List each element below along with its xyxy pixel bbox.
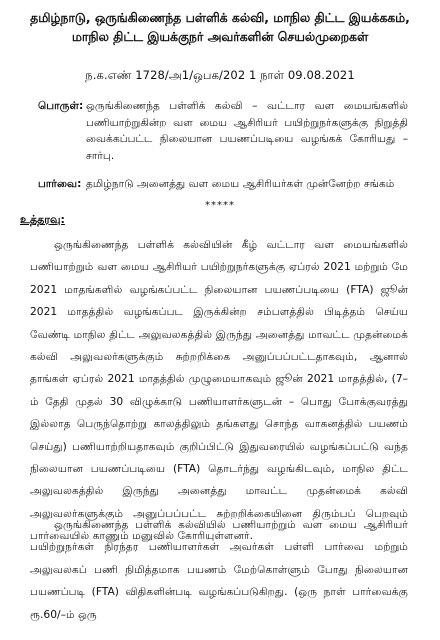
order-heading: உத்தரவு: (20, 213, 65, 226)
separator-stars: ***** (205, 200, 235, 211)
document-header (0, 0, 440, 46)
reference-label: பார்வை: (38, 178, 82, 190)
order-number: ந.க.எண் 1728/அ1/ஒபக/202 1 நாள் 09.08.2021 (85, 68, 355, 82)
reference-text: தமிழ்நாடு அனைத்து வள மைய ஆசிரியர்கள் முன்னேற்ற சங்கம் (86, 178, 395, 190)
header-line-2: மாநில திட்ட இயக்குநர் அவர்களின் செயல்முறைகள் (71, 29, 369, 44)
body-paragraph-1: ஒருங்கிணைந்த பள்ளிக் கல்வியின் கீழ் வட்டார வள மையங்களில் பணியாற்றும் வள மைய ஆசிரியர் பயிற்றுநர்களுக்கு ஏப்ரல் 2021 மற்றும் மே 2021 மாதங்களில் வழங்கப்பட்ட நிலையான பயணப்படியை (FTA) ஜூன் 2021 மாதத்தில் வழங்கப்பட இருக்கின்ற சம்பளத்தில் பிடித்தம் செய்ய வேண்டி மாநில திட்ட அலுவலகத்தில் இருந்து அனைத்து மாவட்ட முதன்மைக் கல்வி அலுவலர்களுக்கும் சுற்றறிக்கை அனுப்பப்பட்டதாகவும், ஆனால் தாங்கள் ஏப்ரல் 2021 மாதத்தில் முழுமையாகவும் ஜூன் 2021 மாதத்தில், (7–ம் தேதி முதல் 30 விழுக்காடு பணியாளர்களுடன் – பொது போக்குவரத்து இல்லாத பெருந்தொற்று காலத்திலும் தங்களது சொந்த வாகனத்தில் பயணம் செய்து) பணியாற்றியதாகவும் குறிப்பிட்டு இதுவரையில் வழங்கப்பட்டு வந்த நிலையான பயணப்படியை (FTA) தொடர்ந்து வழங்கிடவும், மாநில திட்ட அலுவலகத்தில் இருந்து அனைத்து மாவட்ட முதன்மைக் கல்வி அலுவலர்களுக்கும் அனுப்பப்பட்ட சுற்றறிக்கையினை திரும்பப் பெறவும் பார்வையில் காணும் மனுவில் கோரியுள்ளனர். (30, 238, 408, 543)
subject-text: ஒருங்கிணைந்த பள்ளிக் கல்வி – வட்டார வள மையங்களில் பணியாற்றுகின்ற வள மைய ஆசிரியர் பயிற்றுநர்களுக்கு நிறுத்தி வைக்கப்பட்ட நிலையான பயணப்படியை வழங்கக் கோரியது – சார்பு. (86, 100, 408, 162)
body-paragraph-2: ஒருங்கிணைந்த பள்ளிக் கல்வியில் பணியாற்றும் வள மைய ஆசிரியர் பயிற்றுநர்கள் நிரந்தர பணியாளர்கள் அவர்கள் பள்ளி பார்வை மற்றும் அலுவலகப் பணி நிமித்தமாக பயணம் மேற்கொள்ளும் போது நிலையான பயணப்படி (FTA) விதிகளின்படி வழங்கப்படுகிறது. (ஒரு நாள் பார்வைக்கு ரூ.60/–ம் ஒரு (30, 518, 408, 621)
subject-label: பொருள்: (38, 100, 84, 112)
header-line-1: தமிழ்நாடு, ஒருங்கிணைந்த பள்ளிக் கல்வி, மாநில திட்ட இயக்ககம், (30, 10, 410, 25)
